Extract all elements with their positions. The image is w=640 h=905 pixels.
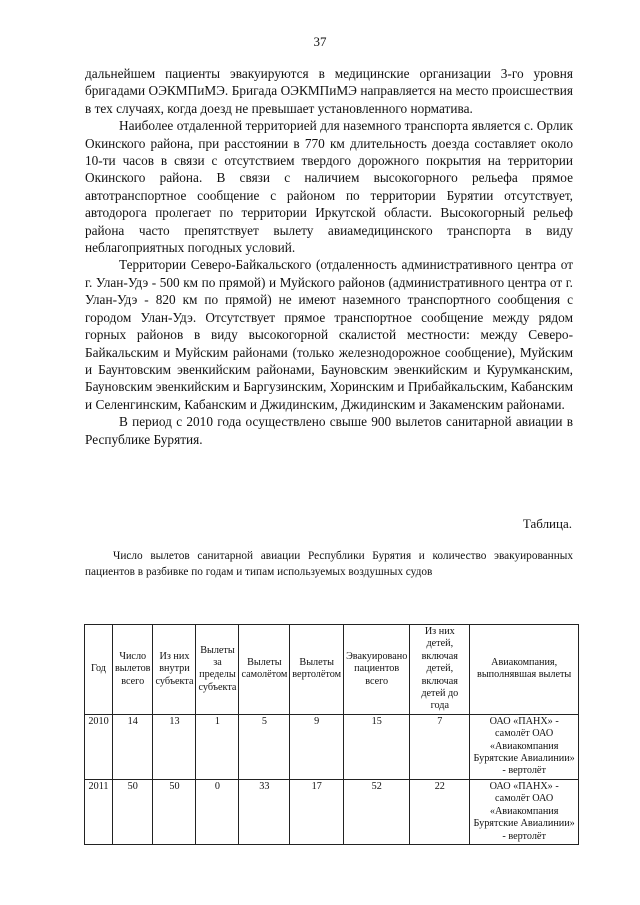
cell-evacuated-total: 52 (344, 779, 410, 844)
cell-year: 2011 (85, 779, 113, 844)
paragraph: Территории Северо-Байкальского (отдаленность административного центра от г. Улан-Удэ - 500 км по прямой) и Муйского районов (административного центра от г. Улан-Удэ - 820 км по прямой) не имеют наземного транспортного сообщения с городом Улан-Удэ. Отсутствует прямое транспортное сообщение между рядом горных районов в виду высокогорной скалистой местности: между Северо-Байкальским и Муйским районами (только железнодорожное сообщение), Муйским и Баунтовским эвенкийским районами, Бауновским эвенкийским и Курумканским, Бауновским эвенкийским и Баргузинским, Хоринским и Прибайкальским, Кабанским и Селенгинским, Кабанским и Джидинским, Джидинским и Закаменским районами. (85, 257, 573, 412)
header-total-flights: Число вылетов всего (113, 625, 153, 715)
table-label: Таблица. (522, 516, 572, 531)
cell-outside-region: 0 (196, 779, 239, 844)
table-row (85, 779, 579, 844)
cell-total-flights: 14 (113, 714, 153, 779)
cell-helicopter-flights: 9 (290, 714, 344, 779)
cell-airline: ОАО «ПАНХ» - самолёт ОАО «Авиакомпания Бурятские Авиалинии» - вертолёт (470, 714, 579, 779)
cell-plane-flights: 33 (239, 779, 290, 844)
body-text (85, 65, 573, 448)
header-plane-flights: Вылеты самолётом (239, 625, 290, 715)
header-outside-region: Вылеты за пределы субъекта (196, 625, 239, 715)
header-helicopter-flights: Вылеты вертолётом (290, 625, 344, 715)
cell-airline: ОАО «ПАНХ» - самолёт ОАО «Авиакомпания Бурятские Авиалинии» - вертолёт (470, 779, 579, 844)
paragraph: В период с 2010 года осуществлено свыше 900 вылетов санитарной авиации в Республике Бурятия. (85, 414, 573, 447)
flights-table (84, 624, 579, 845)
cell-children: 7 (410, 714, 470, 779)
table-caption-text: Число вылетов санитарной авиации Республики Бурятия и количество эвакуированных пациентов в разбивке по годам и типам используемых воздушных судов (85, 550, 573, 578)
paragraph: дальнейшем пациенты эвакуируются в медицинские организации 3-го уровня бригадами ОЭКМПиМЭ. Бригада ОЭКМПиМЭ направляется на место происшествия в тех случаях, когда доезд не превышает установленного норматива. (85, 66, 573, 116)
page-number: 37 (313, 34, 327, 49)
header-evacuated-total: Эвакуировано пациентов всего (344, 625, 410, 715)
header-year: Год (85, 625, 113, 715)
cell-year: 2010 (85, 714, 113, 779)
cell-evacuated-total: 15 (344, 714, 410, 779)
cell-children: 22 (410, 779, 470, 844)
cell-inside-region: 50 (153, 779, 196, 844)
header-inside-region: Из них внутри субъекта (153, 625, 196, 715)
header-children: Из них детей, включая детей, включая детей до года (410, 625, 470, 715)
cell-total-flights: 50 (113, 779, 153, 844)
table-caption (85, 549, 573, 580)
cell-outside-region: 1 (196, 714, 239, 779)
header-airline: Авиакомпания, выполнявшая вылеты (470, 625, 579, 715)
table-row (85, 714, 579, 779)
table-header-row (85, 625, 579, 715)
cell-helicopter-flights: 17 (290, 779, 344, 844)
cell-plane-flights: 5 (239, 714, 290, 779)
cell-inside-region: 13 (153, 714, 196, 779)
paragraph: Наиболее отдаленной территорией для наземного транспорта является с. Орлик Окинского района, при расстоянии в 770 км длительность доезда составляет около 10-ти часов в связи с отсутствием твердого дорожного покрытия на территории Окинского района. В связи с наличием высокогорного рельефа прямое автотранспортное сообщение с районом по территории Бурятии отсутствует, автодорога пролегает по территории Иркутской области. Высокогорный рельеф района часто препятствует вылету авиамедицинского транспорта в виду неблагоприятных погодных условий. (85, 118, 573, 256)
